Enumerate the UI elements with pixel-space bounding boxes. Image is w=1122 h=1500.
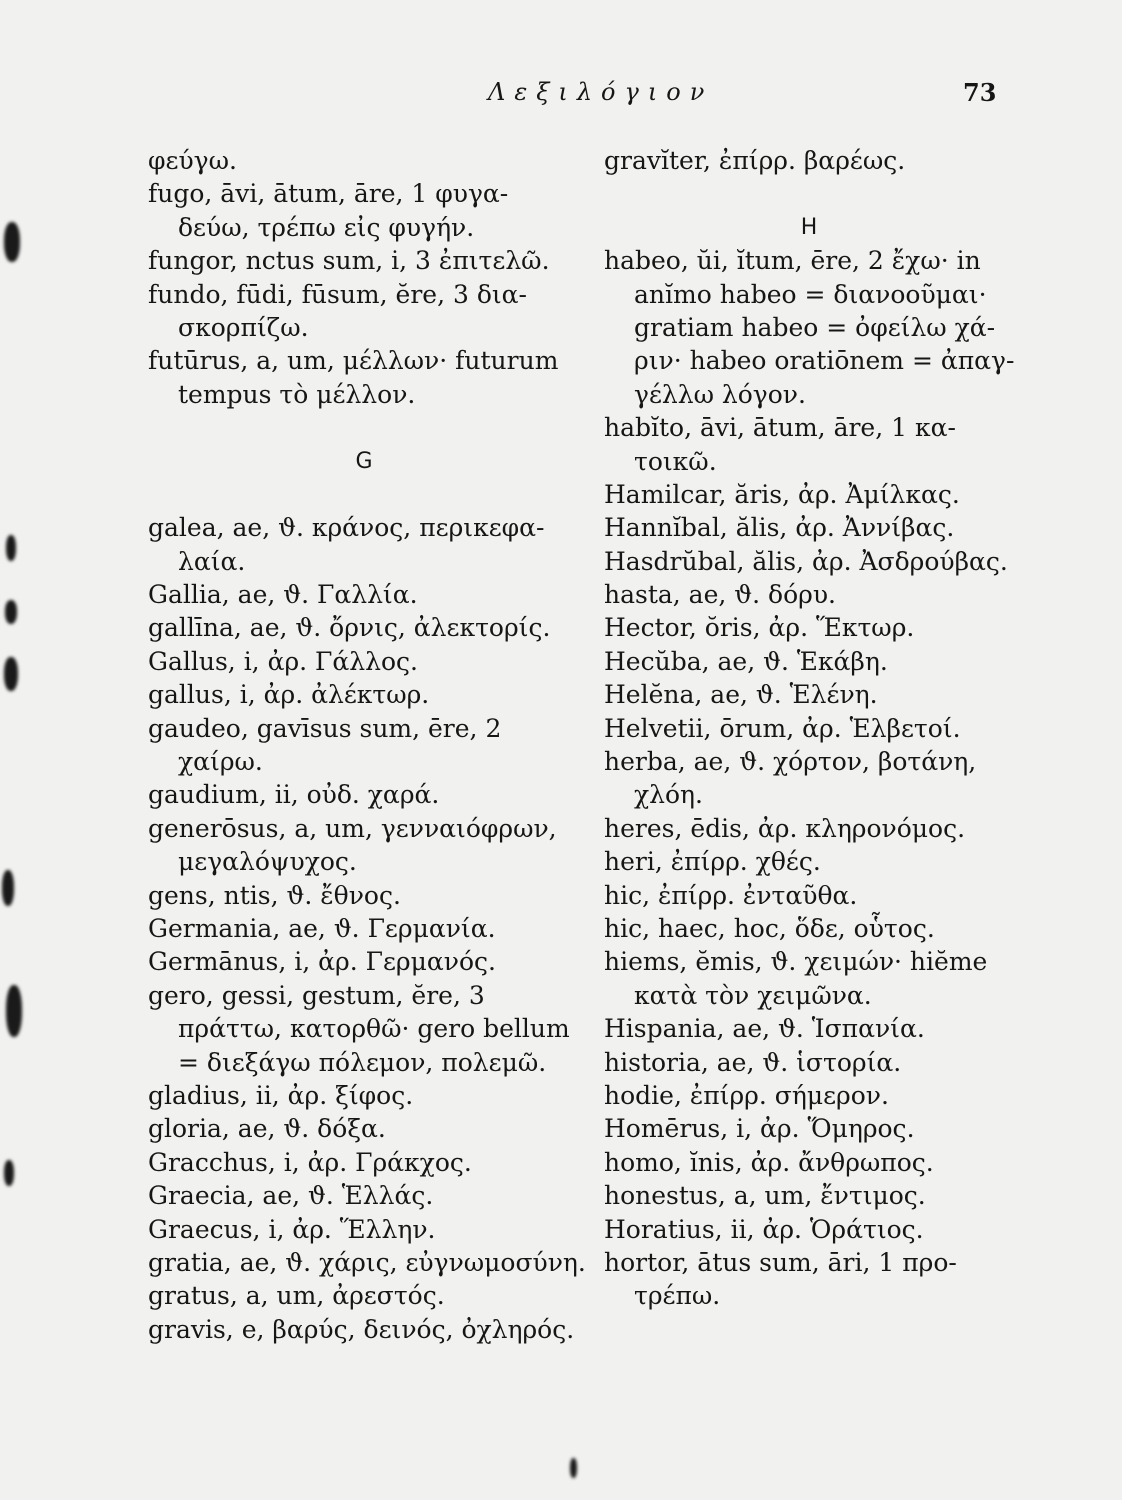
entry-line: hic, haec, hoc, ὅδε, οὗτος. [604, 913, 935, 943]
entry-line: galea, ae, ϑ. κράνος, περικεφα- [148, 513, 545, 543]
scan-smudge [2, 870, 14, 906]
entry-line: habĭto, āvi, ātum, āre, 1 κα- [604, 413, 956, 443]
entry-line: homo, ĭnis, ἀρ. ἄνθρωπος. [604, 1147, 934, 1177]
entry-line: gaudium, ii, οὐδ. χαρά. [148, 780, 440, 810]
entry-line: γέλλω λόγον. [634, 379, 806, 409]
entry-line: gravis, e, βαρύς, δεινός, ὀχληρός. [148, 1314, 575, 1344]
scan-smudge [570, 1458, 577, 1478]
section-letter-h: H [800, 214, 818, 240]
entry-line: hodie, ἐπίρρ. σήμερον. [604, 1080, 889, 1110]
entry-line: Hector, ŏris, ἀρ. Ἕκτωρ. [604, 613, 915, 643]
entry-line: hasta, ae, ϑ. δόρυ. [604, 580, 836, 610]
entry-line: Gallus, i, ἀρ. Γάλλος. [148, 646, 418, 676]
entry-line: Hamilcar, ăris, ἀρ. Ἀμίλκας. [604, 479, 960, 509]
entry-line: futūrus, a, um, μέλλων· futurum [148, 346, 559, 376]
entry-line: Graecus, i, ἀρ. Ἕλλην. [148, 1214, 436, 1244]
spacer [148, 478, 580, 511]
entry-line: Gracchus, i, ἀρ. Γράκχος. [148, 1147, 472, 1177]
right-column [604, 144, 1014, 1313]
entry-line: gaudeo, gavīsus sum, ēre, 2 [148, 713, 502, 743]
entry-line: gratiam habeo = ὀφείλω χά- [634, 312, 996, 342]
entry-line: heres, ēdis, ἀρ. κληρονόμος. [604, 813, 966, 843]
page-number: 73 [963, 78, 997, 107]
entry-line: Helvetii, ōrum, ἀρ. Ἑλβετοί. [604, 713, 961, 743]
scan-smudge [4, 222, 20, 262]
entry-line: λαία. [178, 546, 246, 576]
entry-line: hortor, ātus sum, āri, 1 προ- [604, 1247, 957, 1277]
entry-line: Hannĭbal, ălis, ἀρ. Ἀννίβας. [604, 513, 955, 543]
entry-line: hiems, ĕmis, ϑ. χειμών· hiĕme [604, 947, 988, 977]
entry-line: μεγαλόψυχος. [178, 847, 357, 877]
entry-line: Hispania, ae, ϑ. Ἱσπανία. [604, 1014, 925, 1044]
entry-line: χαίρω. [178, 747, 263, 777]
scan-smudge [4, 1160, 14, 1186]
entry-line: tempus τὸ μέλλον. [178, 379, 416, 409]
entry-line: Germania, ae, ϑ. Γερμανία. [148, 913, 496, 943]
section-letter-g: G [355, 448, 373, 474]
scan-smudge [6, 985, 22, 1037]
entry-line: gravĭter, ἐπίρρ. βαρέως. [604, 146, 906, 175]
entry-line: Helĕna, ae, ϑ. Ἑλένη. [604, 680, 878, 710]
entry-line: gallīna, ae, ϑ. ὄρνις, ἀλεκτορίς. [148, 613, 551, 643]
entry-line: = διεξάγω πόλεμον, πολεμῶ. [178, 1047, 547, 1077]
entry-line: σκορπίζω. [178, 312, 309, 342]
entry-line: Hasdrŭbal, ălis, ἀρ. Ἀσδρούβας. [604, 546, 1008, 576]
running-title: Λεξιλόγιον [488, 78, 714, 106]
entry-line: fundo, fūdi, fūsum, ĕre, 3 δια- [148, 279, 528, 309]
entry-line: gens, ntis, ϑ. ἔθνος. [148, 880, 401, 910]
entry-line: χλόη. [634, 780, 703, 810]
spacer [148, 411, 580, 444]
spacer [604, 177, 1014, 210]
entry-line: δεύω, τρέπω εἰς φυγήν. [178, 212, 475, 242]
scan-smudge [6, 535, 16, 561]
entry-line: Germānus, i, ἀρ. Γερμανός. [148, 947, 496, 977]
running-head [0, 78, 1122, 118]
entry-line: gratia, ae, ϑ. χάρις, εὐγνωμοσύνη. [148, 1247, 586, 1277]
entry-line: Gallia, ae, ϑ. Γαλλία. [148, 580, 418, 610]
entry-line: gloria, ae, ϑ. δόξα. [148, 1114, 386, 1144]
entry-line: Hecŭba, ae, ϑ. Ἑκάβη. [604, 646, 888, 676]
scan-smudge [5, 600, 17, 624]
entry-line: gero, gessi, gestum, ĕre, 3 [148, 980, 485, 1010]
entry-line: gallus, i, ἀρ. ἀλέκτωρ. [148, 680, 430, 710]
entry-line: τρέπω. [634, 1281, 721, 1311]
entry-line: fugo, āvi, ātum, āre, 1 φυγα- [148, 179, 509, 209]
entry-line: anĭmo habeo = διανοοῦμαι· [634, 279, 987, 309]
entry-line: πράττω, κατορθῶ· gero bellum [178, 1014, 570, 1044]
entry-line: ριν· habeo oratiōnem = ἀπαγ- [634, 346, 1015, 376]
entry-line: κατὰ τὸν χειμῶνα. [634, 980, 872, 1010]
entry-line: Horatius, ii, ἀρ. Ὁράτιος. [604, 1214, 924, 1244]
entry-line: gladius, ii, ἀρ. ξίφος. [148, 1080, 414, 1110]
left-column [148, 144, 586, 1346]
entry-line: generōsus, a, um, γενναιόφρων, [148, 813, 557, 843]
entry-line: habeo, ŭi, ĭtum, ēre, 2 ἔχω· in [604, 246, 981, 276]
scan-smudge [4, 657, 18, 691]
entry-line: honestus, a, um, ἔντιμος. [604, 1181, 926, 1211]
entry-line: Graecia, ae, ϑ. Ἑλλάς. [148, 1181, 434, 1211]
entry-line: gratus, a, um, ἀρεστός. [148, 1281, 445, 1311]
entry-line: heri, ἐπίρρ. χθές. [604, 847, 821, 877]
entry-line: φεύγω. [148, 146, 237, 175]
entry-line: historia, ae, ϑ. ἱστορία. [604, 1047, 902, 1077]
entry-line: hic, ἐπίρρ. ἐνταῦθα. [604, 880, 858, 910]
entry-line: herba, ae, ϑ. χόρτον, βοτάνη, [604, 747, 977, 777]
entry-line: Homērus, i, ἀρ. Ὅμηρος. [604, 1114, 915, 1144]
entry-line: τοικῶ. [634, 446, 717, 476]
entry-line: fungor, nctus sum, i, 3 ἐπιτελῶ. [148, 246, 550, 276]
